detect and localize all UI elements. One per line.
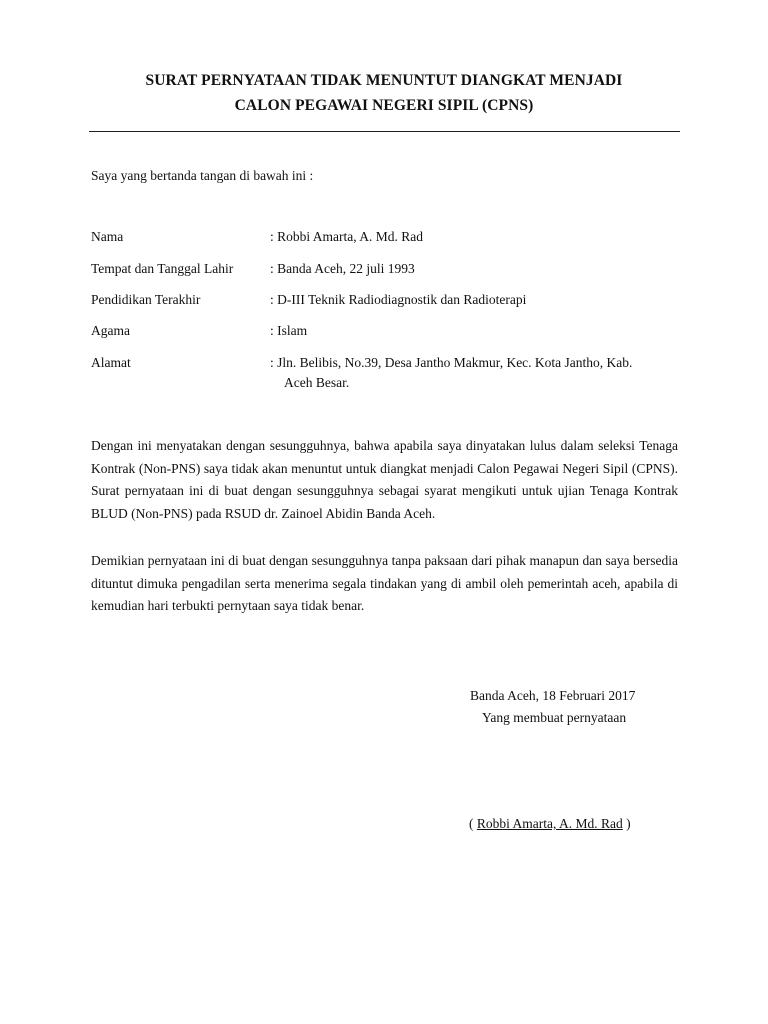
signature-place-date: Banda Aceh, 18 Februari 2017 xyxy=(470,688,636,703)
intro-text: Saya yang bertanda tangan di bawah ini : xyxy=(91,168,314,183)
statement-paragraph-2: Demikian pernyataan ini di buat dengan sesungguhnya tanpa paksaan dari pihak manapun dan saya bersedia dituntut dimuka pengadilan serta menerima segala tindakan yang di ambil oleh pemerintah aceh, apabila di kemudian hari terbukti pernytaan saya tidak benar. xyxy=(91,553,678,613)
document-title-line-1: SURAT PERNYATAAN TIDAK MENUNTUT DIANGKAT MENJADI xyxy=(145,72,623,89)
field-value-pendidikan: : D-III Teknik Radiodiagnostik dan Radioterapi xyxy=(270,292,527,307)
field-value-agama: : Islam xyxy=(270,323,308,338)
signature-role: Yang membuat pernyataan xyxy=(482,710,627,725)
field-label-pendidikan: Pendidikan Terakhir xyxy=(91,292,201,307)
title-divider xyxy=(89,131,680,132)
document-title-line-2: CALON PEGAWAI NEGERI SIPIL (CPNS) xyxy=(234,97,534,114)
field-value-ttl: : Banda Aceh, 22 juli 1993 xyxy=(270,261,415,276)
signature-open-paren: ( xyxy=(469,816,477,831)
signature-name-block xyxy=(469,816,631,832)
field-value-nama: : Robbi Amarta, A. Md. Rad xyxy=(270,229,423,244)
field-value-alamat: : Jln. Belibis, No.39, Desa Jantho Makmur, Kec. Kota Jantho, Kab. xyxy=(270,355,633,370)
field-value-alamat-continued: Aceh Besar. xyxy=(284,375,350,390)
field-label-alamat: Alamat xyxy=(91,355,131,370)
field-label-agama: Agama xyxy=(91,323,130,338)
signature-close-paren: ) xyxy=(622,816,631,831)
signature-name: Robbi Amarta, A. Md. Rad xyxy=(476,816,623,831)
statement-paragraph-1: Dengan ini menyatakan dengan sesungguhnya, bahwa apabila saya dinyatakan lulus dalam seleksi Tenaga Kontrak (Non-PNS) saya tidak akan menuntut untuk diangkat menjadi Calon Pegawai Negeri Sipil (CPNS). Surat pernyataan ini di buat dengan sesungguhnya sebagai syarat mengikuti untuk ujian Tenaga Kontrak BLUD (Non-PNS) pada RSUD dr. Zainoel Abidin Banda Aceh. xyxy=(91,438,678,521)
field-label-nama: Nama xyxy=(91,229,124,244)
field-label-ttl: Tempat dan Tanggal Lahir xyxy=(91,261,234,276)
